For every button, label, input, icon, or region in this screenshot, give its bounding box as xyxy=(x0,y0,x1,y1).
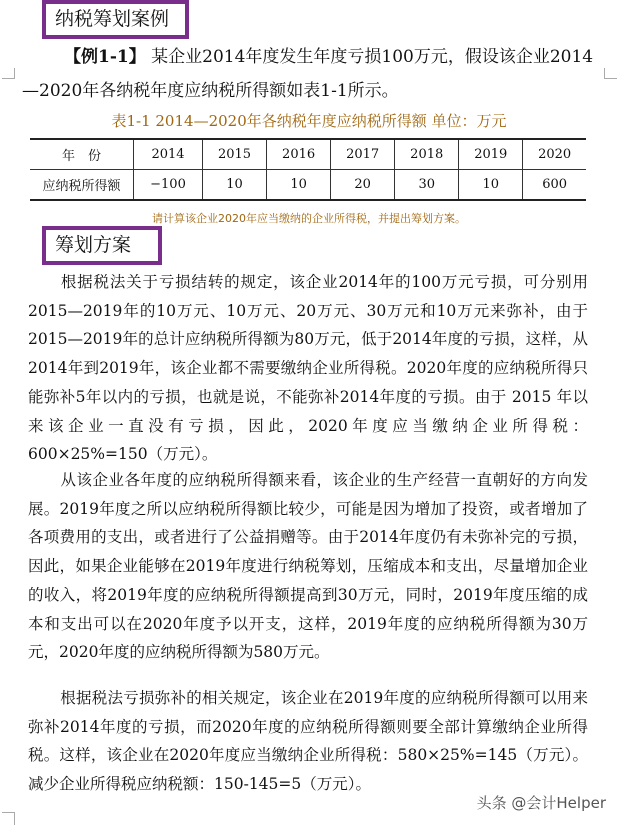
table-row xyxy=(30,170,586,201)
table-cell: 30 xyxy=(395,170,459,201)
question-note: 请计算该企业2020年应当缴纳的企业所得税，并提出筹划方案。 xyxy=(152,212,466,225)
income-table xyxy=(30,138,586,201)
table-cell: −100 xyxy=(134,170,203,201)
paragraph xyxy=(28,268,588,469)
table-header-cell: 2014 xyxy=(134,139,203,170)
watermark: 头条 @会计Helper xyxy=(476,794,606,812)
crop-mark-right xyxy=(604,68,617,79)
crop-mark-bottom-left xyxy=(2,812,15,825)
section-title: 纳税筹划案例 xyxy=(42,0,189,39)
table-cell: 10 xyxy=(459,170,523,201)
table-caption: 表1-1 2014—2020年各纳税年度应纳税所得额 单位：万元 xyxy=(111,112,507,130)
example-text-1: 某企业2014年度发生年度亏损100万元，假设该企业2014 xyxy=(151,47,594,67)
paragraph-text: 根据税法亏损弥补的相关规定，该企业在2019年度的应纳税所得额可以用来弥补2014年度的亏损，而2020年度的应纳税所得额则要全部计算缴纳企业所得税。这样，该企业在2020年度应当缴纳企业所得税：580×25%=145（万元）。减少企业所得税应纳税额：150-145=5（万元）。 xyxy=(28,689,588,794)
table-header-cell: 年 份 xyxy=(30,139,134,170)
table-cell: 10 xyxy=(203,170,267,201)
table-header-cell: 2017 xyxy=(331,139,395,170)
paragraph xyxy=(28,466,588,667)
table-cell: 20 xyxy=(331,170,395,201)
table-cell: 600 xyxy=(523,170,586,201)
table-header-cell: 2020 xyxy=(523,139,586,170)
example-line-2: —2020年各纳税年度应纳税所得额如表1-1所示。 xyxy=(22,81,399,101)
example-line-1 xyxy=(64,42,593,67)
paragraph-text: 从该企业各年度的应纳税所得额来看，该企业的生产经营一直朝好的方向发展。2019年度之所以应纳税所得额比较少，可能是因为增加了投资，或者增加了各项费用的支出，或者进行了公益捐赠等。由于2014年度仍有未弥补完的亏损，因此，如果企业能够在2019年度进行纳税筹划，压缩成本和支出，尽量增加企业的收入，将2019年度的应纳税所得额提高到30万元，同时，2019年度压缩的成本和支出可以在2020年度予以开支，这样，2019年度的应纳税所得额为30万元，2020年度的应纳税所得额为580万元。 xyxy=(28,471,588,662)
table-header-cell: 2018 xyxy=(395,139,459,170)
table-header-cell: 2019 xyxy=(459,139,523,170)
table-header-cell: 2016 xyxy=(267,139,331,170)
table-cell: 应纳税所得额 xyxy=(30,170,134,201)
paragraph-text: 根据税法关于亏损结转的规定，该企业2014年的100万元亏损，可分别用2015—2019年的10万元、10万元、20万元、30万元和10万元来弥补，由于2015—2019年的总计应纳税所得额为80万元，低于2014年度的亏损，这样，从2014年到2019年，该企业都不需要缴纳企业所得税。2020年度的应纳税所得只能弥补5年以内的亏损，也就是说，不能弥补2014年度的亏损。由于 2015 年以来该企业一直没有亏损，因此，2020年度应当缴纳企业所得税：600×25%=150（万元）。 xyxy=(28,273,588,464)
table-header-row xyxy=(30,139,586,170)
crop-mark-left xyxy=(2,68,15,79)
plan-title: 筹划方案 xyxy=(42,226,162,265)
table-header-cell: 2015 xyxy=(203,139,267,170)
paragraph xyxy=(28,684,588,799)
example-label: 【例1-1】 xyxy=(64,47,146,67)
table-cell: 10 xyxy=(267,170,331,201)
